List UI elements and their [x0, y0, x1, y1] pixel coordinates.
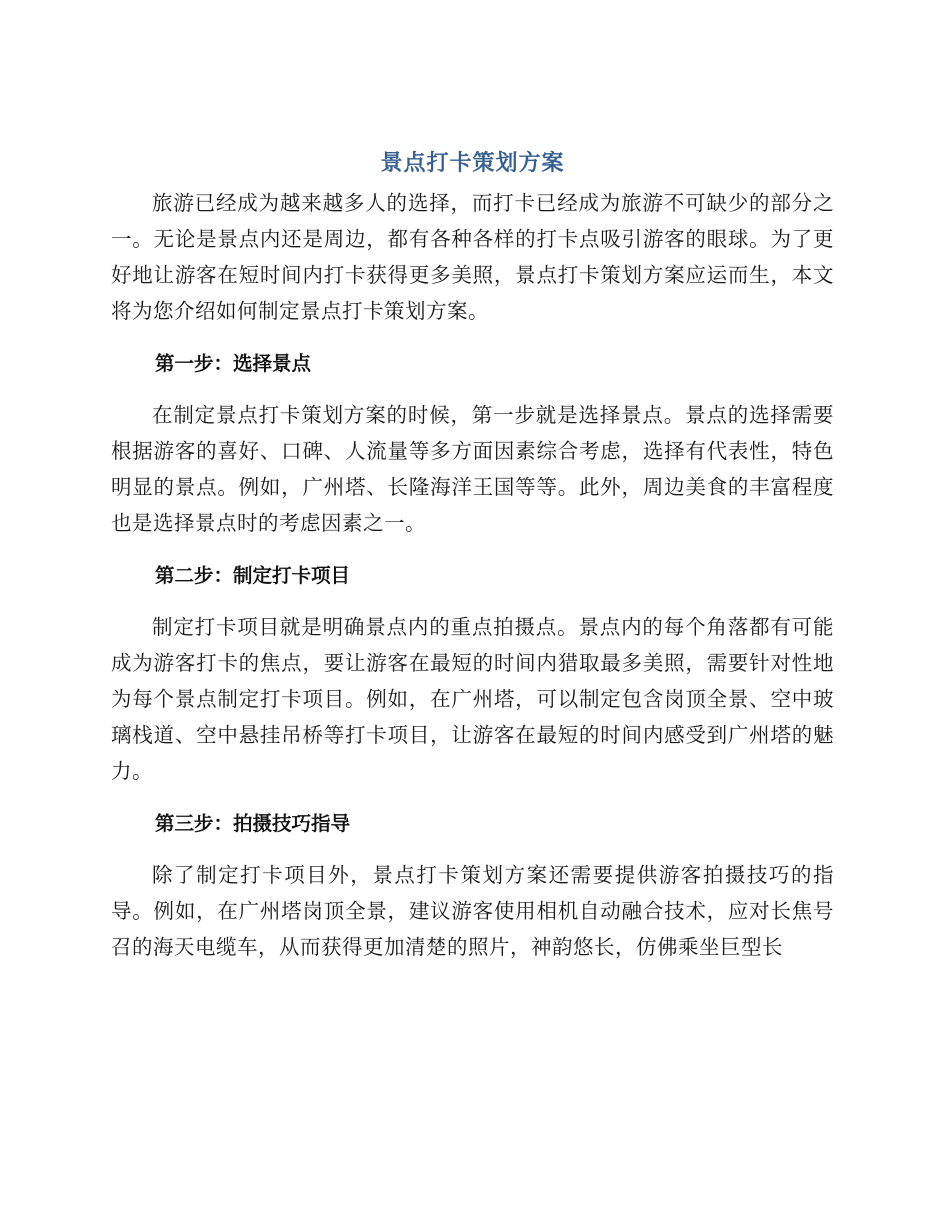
- section-3-paragraph: 除了制定打卡项目外，景点打卡策划方案还需要提供游客拍摄技巧的指导。例如，在广州塔岗顶全景，建议游客使用相机自动融合技术，应对长焦号召的海天电缆车，从而获得更加清楚的照片，神韵悠长，仿佛乘坐巨型长: [111, 863, 834, 959]
- section-1-paragraph: 在制定景点打卡策划方案的时候，第一步就是选择景点。景点的选择需要根据游客的喜好、口碑、人流量等多方面因素综合考虑，选择有代表性，特色明显的景点。例如，广州塔、长隆海洋王国等等。此外，周边美食的丰富程度也是选择景点时的考虑因素之一。: [111, 403, 834, 535]
- section-2-paragraph: 制定打卡项目就是明确景点内的重点拍摄点。景点内的每个角落都有可能成为游客打卡的焦点，要让游客在最短的时间内猎取最多美照，需要针对性地为每个景点制定打卡项目。例如，在广州塔，可以制定包含岗顶全景、空中玻璃栈道、空中悬挂吊桥等打卡项目，让游客在最短的时间内感受到广州塔的魅力。: [111, 615, 834, 783]
- document-title: 景点打卡策划方案: [380, 151, 565, 176]
- document-content: [111, 147, 834, 965]
- intro-paragraph: 旅游已经成为越来越多人的选择，而打卡已经成为旅游不可缺少的部分之一。无论是景点内还是周边，都有各种各样的打卡点吸引游客的眼球。为了更好地让游客在短时间内打卡获得更多美照，景点打卡策划方案应运而生，本文将为您介绍如何制定景点打卡策划方案。: [111, 191, 834, 323]
- section-2-heading: 第二步：制定打卡项目: [155, 564, 351, 587]
- section-1-heading: 第一步：选择景点: [155, 352, 312, 375]
- section-3-heading: 第三步：拍摄技巧指导: [155, 812, 351, 835]
